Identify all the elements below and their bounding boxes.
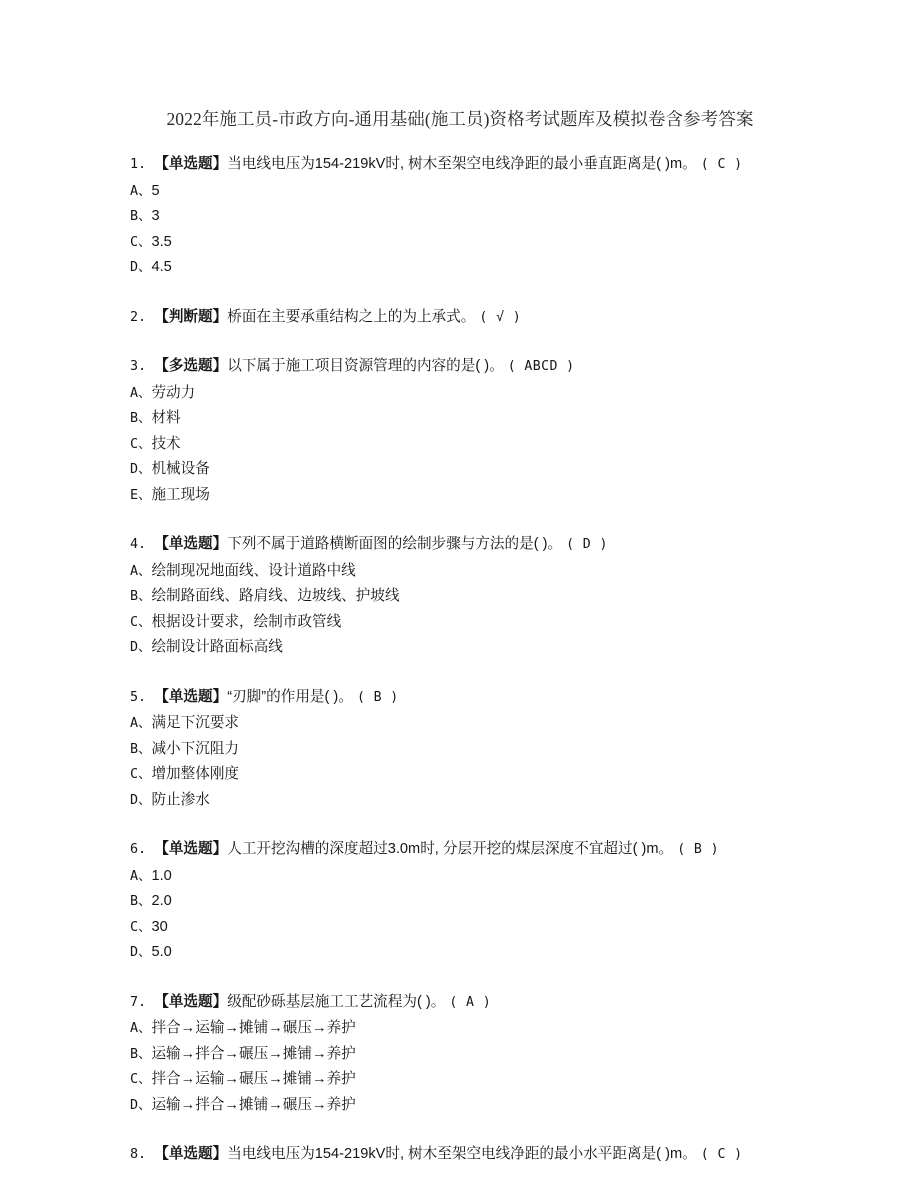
question-number: 2.: [130, 309, 147, 325]
question-type-tag: 【单选题】: [154, 536, 228, 552]
option-text: 技术: [151, 435, 181, 452]
option-item[interactable]: [130, 889, 830, 915]
option-text: 防止渗水: [151, 791, 210, 808]
option-item[interactable]: [130, 762, 830, 788]
option-item[interactable]: [130, 788, 830, 814]
option-item[interactable]: [130, 1016, 830, 1042]
option-key: C、: [130, 614, 152, 630]
option-key: A、: [130, 563, 152, 579]
option-key: E、: [130, 487, 152, 503]
answer-marker: ( D ): [566, 537, 608, 552]
question-text: 桥面在主要承重结构之上的为上承式。: [227, 308, 476, 325]
option-key: D、: [130, 462, 152, 477]
question-number: 3.: [130, 359, 147, 374]
question-item: [130, 1142, 830, 1168]
option-text: 拌合→运输→碾压→摊铺→养护: [151, 1071, 356, 1087]
question-number: 7.: [130, 994, 147, 1010]
option-text: 1.0: [151, 867, 172, 884]
answer-marker: ( B ): [356, 689, 399, 705]
option-key: C、: [130, 234, 152, 250]
option-item[interactable]: [130, 179, 830, 205]
option-text: 3.5: [151, 233, 172, 250]
option-text: 2.0: [151, 893, 172, 909]
option-text: 绘制现况地面线、设计道路中线: [151, 562, 356, 579]
question-item: [130, 354, 830, 508]
question-number: 1.: [130, 157, 147, 172]
option-key: C、: [130, 767, 152, 782]
option-item[interactable]: [130, 457, 830, 483]
answer-marker: ( ABCD ): [507, 359, 575, 374]
option-item[interactable]: [130, 406, 830, 432]
question-stem: [130, 354, 830, 380]
option-key: B、: [130, 209, 152, 224]
question-item: [130, 532, 830, 661]
option-text: 绘制路面线、路肩线、边坡线、护坡线: [151, 588, 400, 604]
option-key: B、: [130, 741, 152, 757]
option-key: D、: [130, 945, 152, 960]
question-number: 6.: [130, 842, 147, 857]
option-key: D、: [130, 640, 152, 655]
option-key: D、: [130, 260, 152, 275]
answer-marker: ( A ): [449, 994, 492, 1010]
question-text: “刃脚”的作用是( )。: [227, 688, 353, 705]
question-item: [130, 685, 830, 814]
option-text: 减小下沉阻力: [151, 740, 240, 757]
question-number: 8.: [130, 1147, 147, 1162]
option-text: 5: [151, 182, 160, 199]
option-item[interactable]: [130, 1067, 830, 1093]
option-item[interactable]: [130, 584, 830, 610]
question-stem: [130, 685, 830, 711]
option-text: 施工现场: [151, 486, 210, 503]
option-text: 5.0: [151, 944, 172, 960]
option-item[interactable]: [130, 737, 830, 763]
question-text: 当电线电压为154-219kV时, 树木至架空电线净距的最小垂直距离是( )m。: [227, 156, 697, 172]
option-text: 材料: [151, 410, 181, 426]
question-list: [130, 152, 830, 1169]
option-key: A、: [130, 1021, 152, 1036]
option-text: 满足下沉要求: [151, 715, 240, 731]
option-key: C、: [130, 1072, 152, 1087]
option-item[interactable]: [130, 711, 830, 737]
question-item: [130, 837, 830, 966]
answer-marker: ( √ ): [479, 309, 522, 325]
option-text: 拌合→运输→摊铺→碾压→养护: [151, 1020, 356, 1036]
option-key: B、: [130, 894, 152, 909]
question-type-tag: 【多选题】: [154, 358, 228, 374]
question-stem: [130, 305, 830, 331]
option-text: 根据设计要求，绘制市政管线: [151, 613, 342, 630]
question-type-tag: 【单选题】: [154, 1146, 228, 1162]
option-item[interactable]: [130, 864, 830, 890]
question-text: 以下属于施工项目资源管理的内容的是( )。: [227, 358, 504, 374]
option-item[interactable]: [130, 1042, 830, 1068]
question-number: 5.: [130, 689, 147, 705]
option-item[interactable]: [130, 432, 830, 458]
option-key: D、: [130, 792, 152, 808]
option-item[interactable]: [130, 1093, 830, 1119]
question-type-tag: 【判断题】: [154, 308, 228, 325]
option-key: B、: [130, 589, 152, 604]
question-text: 下列不属于道路横断面图的绘制步骤与方法的是( )。: [227, 536, 563, 552]
option-item[interactable]: [130, 635, 830, 661]
question-type-tag: 【单选题】: [154, 156, 228, 172]
option-text: 机械设备: [151, 461, 210, 477]
option-text: 劳动力: [151, 384, 196, 401]
option-item[interactable]: [130, 381, 830, 407]
answer-marker: ( B ): [677, 842, 719, 857]
option-key: D、: [130, 1097, 152, 1113]
answer-marker: ( C ): [700, 1147, 743, 1162]
page-title: 2022年施工员-市政方向-通用基础(施工员)资格考试题库及模拟卷含参考答案: [166, 109, 754, 129]
option-item[interactable]: [130, 230, 830, 256]
option-text: 绘制设计路面标高线: [151, 639, 283, 655]
option-key: B、: [130, 411, 152, 426]
question-text: 级配砂砾基层施工工艺流程为( )。: [227, 993, 446, 1010]
question-item: [130, 152, 830, 281]
option-key: C、: [130, 919, 152, 935]
question-number: 4.: [130, 537, 147, 552]
option-key: A、: [130, 183, 152, 199]
option-item[interactable]: [130, 204, 830, 230]
option-key: C、: [130, 436, 152, 452]
question-stem: [130, 990, 830, 1016]
option-text: 增加整体刚度: [151, 766, 240, 782]
question-item: [130, 990, 830, 1119]
question-stem: [130, 837, 830, 863]
question-stem: [130, 532, 830, 558]
answer-marker: ( C ): [700, 157, 743, 172]
option-text: 3: [151, 208, 160, 224]
option-text: 4.5: [151, 259, 172, 275]
option-item[interactable]: [130, 559, 830, 585]
option-text: 运输→拌合→碾压→摊铺→养护: [151, 1045, 356, 1062]
option-item[interactable]: [130, 940, 830, 966]
option-item[interactable]: [130, 483, 830, 509]
question-text: 人工开挖沟槽的深度超过3.0m时, 分层开挖的煤层深度不宜超过( )m。: [227, 841, 674, 857]
option-key: A、: [130, 385, 152, 401]
option-text: 30: [151, 918, 168, 935]
option-key: B、: [130, 1046, 152, 1062]
option-item[interactable]: [130, 610, 830, 636]
option-key: A、: [130, 868, 152, 884]
question-stem: [130, 1142, 830, 1168]
question-item: [130, 305, 830, 331]
option-text: 运输→拌合→摊铺→碾压→养护: [151, 1096, 356, 1113]
option-key: A、: [130, 716, 152, 731]
option-item[interactable]: [130, 255, 830, 281]
question-type-tag: 【单选题】: [154, 688, 228, 705]
question-text: 当电线电压为154-219kV时, 树木至架空电线净距的最小水平距离是( )m。: [227, 1146, 697, 1162]
option-item[interactable]: [130, 915, 830, 941]
question-stem: [130, 152, 830, 178]
question-type-tag: 【单选题】: [154, 993, 228, 1010]
question-type-tag: 【单选题】: [154, 841, 228, 857]
